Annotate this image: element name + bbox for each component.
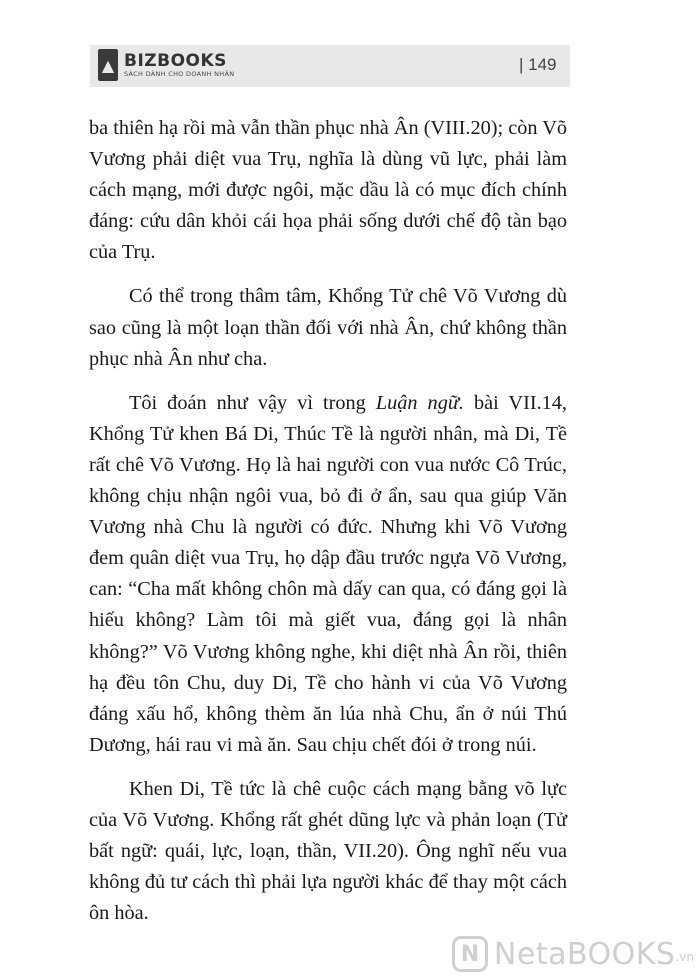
page-number: | 149	[519, 55, 557, 74]
netabooks-logo-icon: N	[452, 936, 488, 972]
book-icon: ▲	[98, 49, 118, 81]
paragraph-4: Khen Di, Tề tức là chê cuộc cách mạng bằng võ lực của Võ Vương. Khổng rất ghét dũng lực và phản loạn (Tử bất ngữ: quái, lực, loạn, thần, VII.20). Ông nghĩ nếu vua không đủ tư cách thì phải lựa người khác để thay một cách ôn hòa.	[89, 777, 567, 925]
header-banner	[90, 45, 570, 87]
page-body	[89, 113, 567, 942]
netabooks-watermark	[452, 936, 694, 972]
brand-tagline: SÁCH DÀNH CHO DOANH NHÂN	[124, 69, 235, 78]
brand-name: BIZBOOKS	[124, 50, 227, 71]
paragraph-3-start: Tôi đoán như vậy vì trong	[129, 391, 376, 414]
paragraph-1: ba thiên hạ rồi mà vẫn thần phục nhà Ân (VIII.20); còn Võ Vương phải diệt vua Trụ, nghĩa là dùng vũ lực, phải làm cách mạng, mới được ngôi, mặc dầu là có mục đích chính đáng: cứu dân khỏi cái họa phải sống dưới chế độ tàn bạo của Trụ.	[89, 117, 567, 264]
watermark-suffix: .vn	[675, 950, 694, 964]
paragraph-3	[89, 388, 567, 761]
book-title-italic: Luận ngữ.	[375, 391, 464, 414]
watermark-text: NetaBOOKS	[493, 936, 676, 972]
paragraph-2: Có thể trong thâm tâm, Khổng Tử chê Võ Vương dù sao cũng là một loạn thần đối với nhà Ân, chứ không thần phục nhà Ân như cha.	[89, 285, 567, 370]
paragraph-3-rest: bài VII.14, Khổng Tử khen Bá Di, Thúc Tề là người nhân, mà Di, Tề rất chê Võ Vương. Họ là hai người con vua nước Cô Trúc, không chịu nhận ngôi vua, bỏ đi ở ẩn, sau qua giúp Văn Vương nhà Chu là người có đức. Nhưng khi Võ Vương đem quân diệt vua Trụ, họ dập đầu trước ngựa Võ Vương, can: “Cha mất không chôn mà dấy can qua, có đáng gọi là hiếu không? Làm tôi mà giết vua, đáng gọi là nhân không?” Võ Vương không nghe, khi diệt nhà Ân rồi, thiên hạ đều tôn Chu, duy Di, Tề cho hành vi của Võ Vương đáng xấu hổ, không thèm ăn lúa nhà Chu, ẩn ở núi Thú Dương, hái rau vi mà ăn. Sau chịu chết đói ở trong núi.	[89, 391, 568, 756]
bizbooks-logo	[98, 49, 234, 81]
